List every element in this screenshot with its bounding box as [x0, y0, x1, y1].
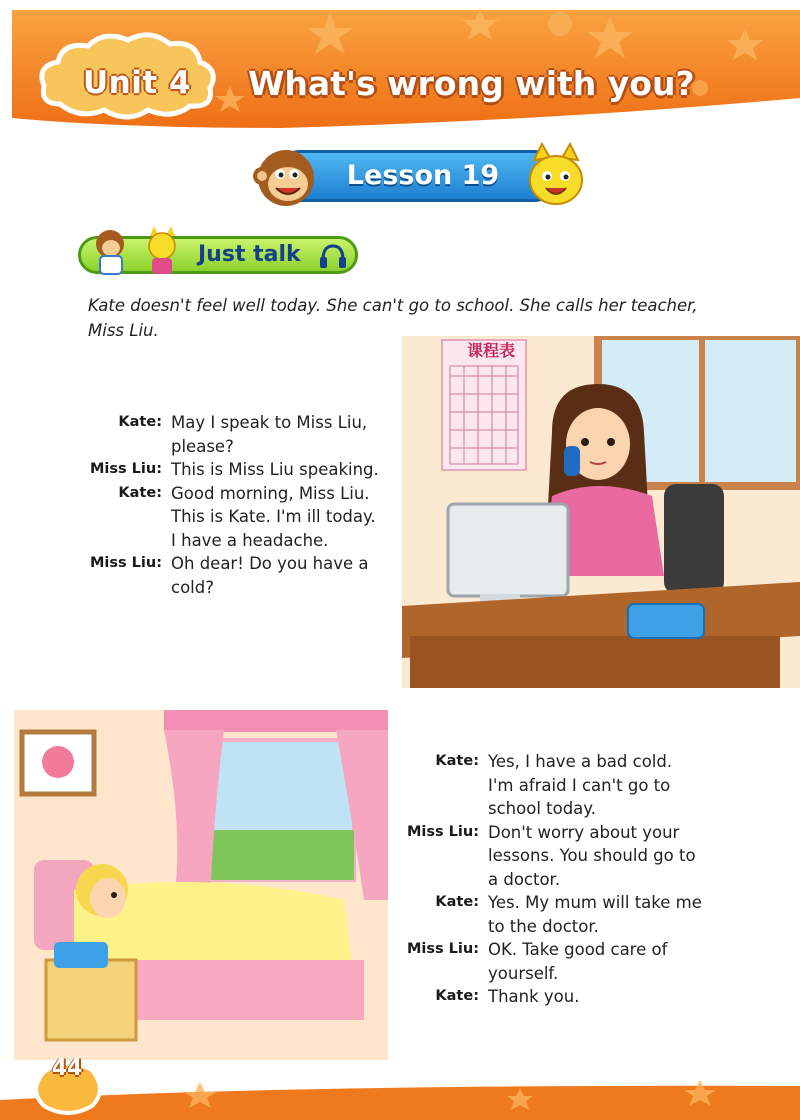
speaker-spacer	[398, 774, 488, 798]
cat-mascot-icon	[520, 140, 592, 212]
speaker-spacer	[78, 576, 171, 600]
bedroom-scene-illustration	[14, 710, 388, 1060]
dialogue-text: cold?	[171, 577, 214, 597]
dialogue-line	[398, 962, 738, 986]
intro-text: Kate doesn't feel well today. She can't go to school. She calls her teacher, Miss Liu.	[88, 296, 698, 340]
speaker-label: Kate:	[435, 753, 479, 769]
speaker-spacer	[398, 962, 488, 986]
speaker-label: Kate:	[435, 894, 479, 910]
dialogue-text: school today.	[488, 799, 596, 818]
speaker-label: Miss Liu:	[89, 555, 162, 571]
speaker-spacer	[398, 868, 488, 892]
dialogue-text: Yes. My mum will take me	[488, 893, 702, 912]
dialogue-line	[398, 797, 738, 821]
speaker-spacer	[398, 797, 488, 821]
speaker-spacer	[398, 915, 488, 939]
dialogue-block-1	[78, 411, 393, 599]
dialogue-text: I'm afraid I can't go to	[488, 775, 671, 795]
dialogue-text: Don't worry about your	[488, 822, 680, 842]
dialogue-line	[398, 868, 738, 892]
speaker-label: Miss Liu:	[406, 823, 479, 840]
dialogue-line	[78, 435, 393, 459]
speaker-label: Kate:	[435, 988, 479, 1004]
dialogue-text: please?	[171, 436, 234, 456]
dialogue-line	[78, 411, 393, 435]
mascots-pair-icon	[80, 222, 192, 278]
dialogue-text: May I speak to Miss Liu,	[171, 413, 368, 432]
page-number: 44	[51, 1056, 83, 1081]
dialogue-text: OK. Take good care of	[488, 940, 668, 959]
speaker-spacer	[78, 435, 171, 459]
lesson-title: Lesson 19	[346, 160, 500, 191]
dialogue-line	[78, 576, 393, 600]
office-scene-illustration	[402, 336, 800, 688]
dialogue-line	[398, 774, 738, 798]
schedule-title: 课程表	[466, 341, 515, 360]
dialogue-line	[78, 458, 393, 482]
dialogue-text: Yes, I have a bad cold.	[488, 752, 673, 771]
speaker-label: Kate:	[118, 484, 162, 501]
dialogue-line	[398, 938, 738, 962]
dialogue-text: Good morning, Miss Liu.	[171, 483, 370, 503]
dialogue-line	[78, 552, 393, 576]
dialogue-line	[398, 821, 738, 845]
unit-title: What's wrong with you?	[248, 64, 695, 103]
dialogue-text: This is Miss Liu speaking.	[171, 460, 379, 479]
dialogue-line	[398, 891, 738, 915]
speaker-spacer	[78, 529, 171, 553]
speaker-label: Kate:	[118, 414, 162, 430]
speaker-spacer	[398, 844, 488, 868]
dialogue-line	[398, 915, 738, 939]
dialogue-line	[398, 844, 738, 868]
speaker-spacer	[78, 505, 171, 529]
just-talk-label: Just talk	[198, 242, 301, 267]
dialogue-text: to the doctor.	[488, 916, 599, 936]
dialogue-text: This is Kate. I'm ill today.	[171, 507, 376, 526]
dialogue-text: Thank you.	[488, 987, 580, 1006]
dialogue-text: lessons. You should go to	[488, 846, 696, 865]
dialogue-line	[78, 482, 393, 506]
speaker-label: Miss Liu:	[89, 461, 162, 477]
dialogue-text: I have a headache.	[171, 530, 329, 550]
dialogue-line	[78, 505, 393, 529]
dialogue-line	[398, 750, 738, 774]
footer-banner	[0, 1060, 800, 1120]
dialogue-line	[398, 985, 738, 1009]
monkey-mascot-icon	[250, 140, 322, 212]
dialogue-block-2	[398, 750, 738, 1009]
dialogue-text: a doctor.	[488, 869, 561, 889]
dialogue-text: Oh dear! Do you have a	[171, 554, 369, 573]
dialogue-line	[78, 529, 393, 553]
unit-badge: Unit 4	[82, 65, 192, 101]
dialogue-text: yourself.	[488, 963, 559, 983]
speaker-label: Miss Liu:	[406, 941, 479, 957]
headphones-icon[interactable]	[318, 242, 348, 270]
